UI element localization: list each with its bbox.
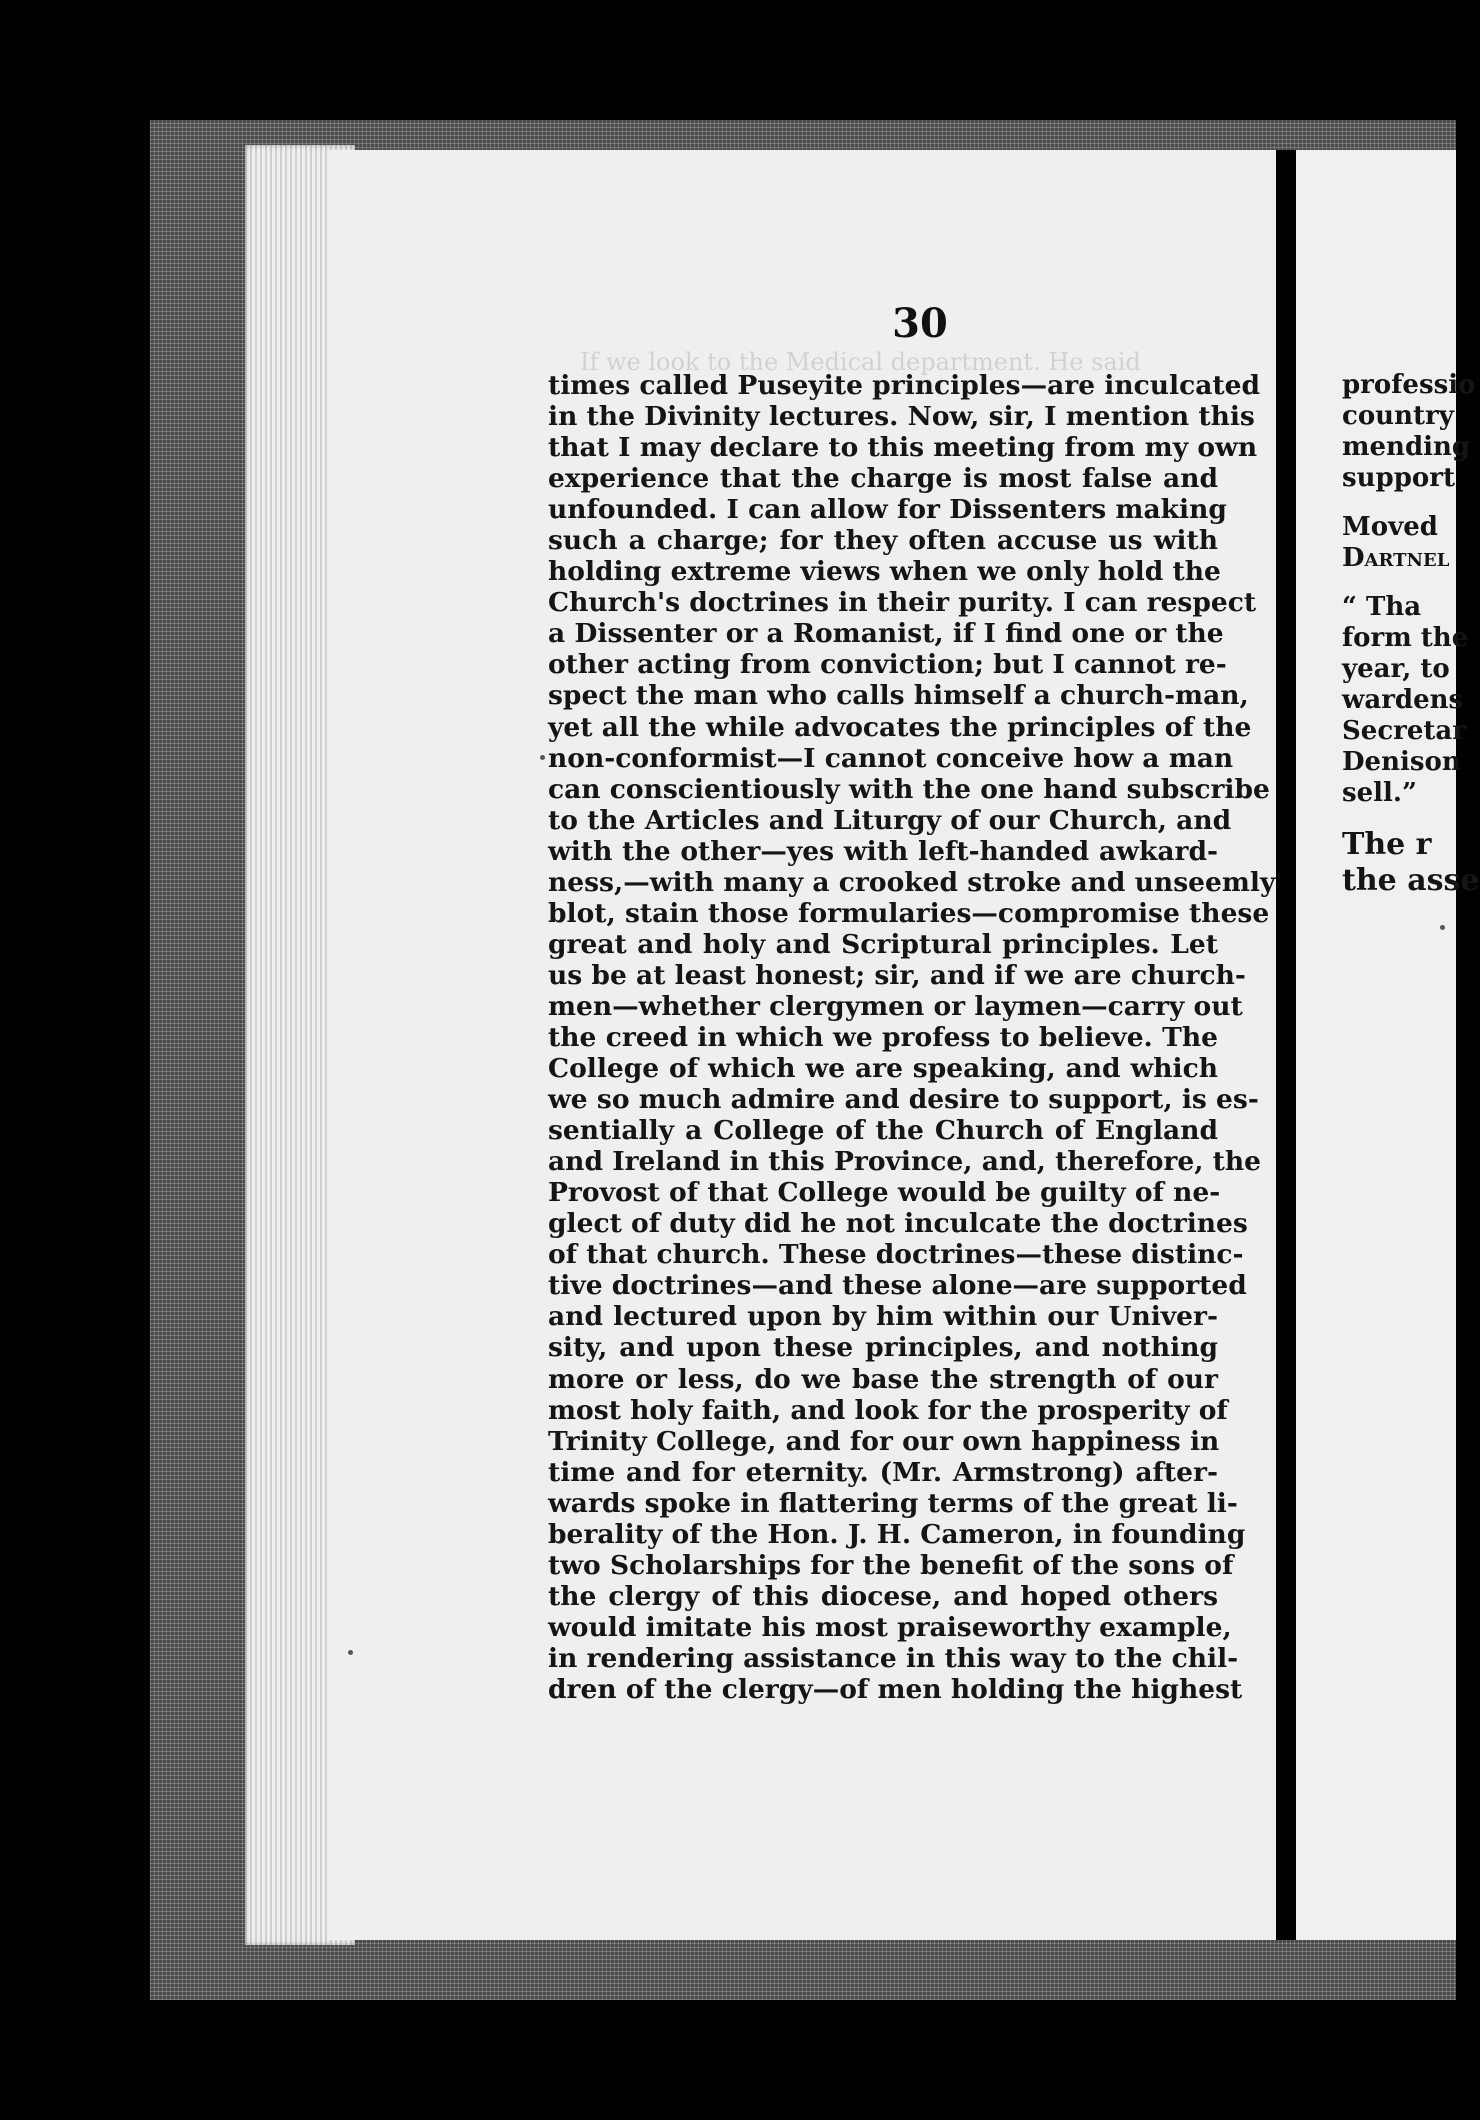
text-line: other acting from conviction; but I cannot re- [548, 649, 1227, 681]
text-line: blot, stain those formularies—compromise these [548, 897, 1270, 929]
right-text-line: wardens [1342, 685, 1464, 715]
text-line: sentially a College of the Church of England [548, 1115, 1218, 1147]
text-line: Provost of that College would be guilty of ne- [548, 1177, 1221, 1209]
right-text-line: Moved [1342, 512, 1438, 542]
text-line: with the other—yes with left-handed awkard- [548, 835, 1218, 867]
right-text-line: professio [1342, 370, 1476, 400]
text-line: of that church. These doctrines—these distinc- [548, 1239, 1244, 1271]
text-line: us be at least honest; sir, and if we are church- [548, 959, 1246, 991]
right-text-line: mending [1342, 432, 1471, 462]
text-line: most holy faith, and look for the prosperity of [548, 1394, 1228, 1426]
right-text-line: the asse [1342, 863, 1480, 898]
text-line: dren of the clergy—of men holding the highest [548, 1673, 1243, 1705]
text-line: we so much admire and desire to support, is es- [548, 1084, 1259, 1116]
text-line: a Dissenter or a Romanist, if I find one or the [548, 618, 1224, 650]
body-text [548, 370, 1276, 1705]
text-line: that I may declare to this meeting from my own [548, 432, 1258, 464]
text-line: great and holy and Scriptural principles. Let [548, 928, 1218, 960]
text-line: tive doctrines—and these alone—are supported [548, 1270, 1247, 1302]
text-line: glect of duty did he not inculcate the doctrines [548, 1208, 1248, 1240]
text-line: such a charge; for they often accuse us with [548, 525, 1218, 557]
text-line: College of which we are speaking, and which [548, 1053, 1218, 1085]
page-number: 30 [892, 300, 948, 347]
text-line: spect the man who calls himself a church-man, [548, 680, 1249, 712]
right-text-line: support [1342, 463, 1455, 493]
text-line: yet all the while advocates the principles of the [548, 711, 1252, 743]
text-line: the clergy of this diocese, and hoped others [548, 1580, 1218, 1612]
right-text-line: Denison [1342, 747, 1461, 777]
right-text-line: country [1342, 401, 1454, 431]
book-gutter [1276, 150, 1296, 1940]
right-text-line: “ Tha [1342, 592, 1422, 622]
text-line: the creed in which we profess to believe. The [548, 1021, 1218, 1053]
text-line: and lectured upon by him within our Univer- [548, 1301, 1218, 1333]
text-line: two Scholarships for the benefit of the sons of [548, 1549, 1234, 1581]
text-line: sity, and upon these principles, and nothing [548, 1332, 1218, 1364]
text-line: time and for eternity. (Mr. Armstrong) after- [548, 1456, 1218, 1488]
text-line: more or less, do we base the strength of our [548, 1363, 1218, 1395]
text-line: holding extreme views when we only hold the [548, 556, 1221, 588]
right-text-line: The r [1342, 827, 1432, 862]
right-text-line: sell.” [1342, 778, 1417, 808]
text-line: wards spoke in flattering terms of the great li- [548, 1487, 1238, 1519]
text-line: in the Divinity lectures. Now, sir, I mention this [548, 401, 1255, 433]
paper-speck [540, 755, 545, 760]
paper-speck [348, 1650, 353, 1655]
text-line: can conscientiously with the one hand subscribe [548, 773, 1270, 805]
paper-speck [1440, 925, 1445, 930]
show-through-text: If we look to the Medical department. He said [580, 348, 1141, 376]
text-line: times called Puseyite principles—are inculcated [548, 370, 1261, 401]
right-text-line: Secretar [1342, 716, 1466, 746]
text-line: would imitate his most praiseworthy example, [548, 1611, 1232, 1643]
text-line: unfounded. I can allow for Dissenters making [548, 494, 1227, 526]
text-line: men—whether clergymen or laymen—carry out [548, 990, 1243, 1022]
text-line: ness,—with many a crooked stroke and unseemly [548, 866, 1276, 898]
right-text-line: year, to [1342, 654, 1450, 684]
right-text-line: Dartnel [1342, 543, 1450, 573]
text-line: berality of the Hon. J. H. Cameron, in founding [548, 1518, 1246, 1550]
text-line: Trinity College, and for our own happiness in [548, 1425, 1220, 1457]
text-line: non-conformist—I cannot conceive how a man [548, 742, 1234, 774]
right-text-line: form the [1342, 623, 1469, 653]
text-line: experience that the charge is most false and [548, 463, 1218, 495]
text-line: to the Articles and Liturgy of our Church, and [548, 804, 1232, 836]
text-line: in rendering assistance in this way to the chil- [548, 1642, 1239, 1674]
text-line: Church's doctrines in their purity. I can respect [548, 587, 1257, 619]
right-page-text [1342, 370, 1480, 899]
text-line: and Ireland in this Province, and, therefore, the [548, 1146, 1262, 1178]
